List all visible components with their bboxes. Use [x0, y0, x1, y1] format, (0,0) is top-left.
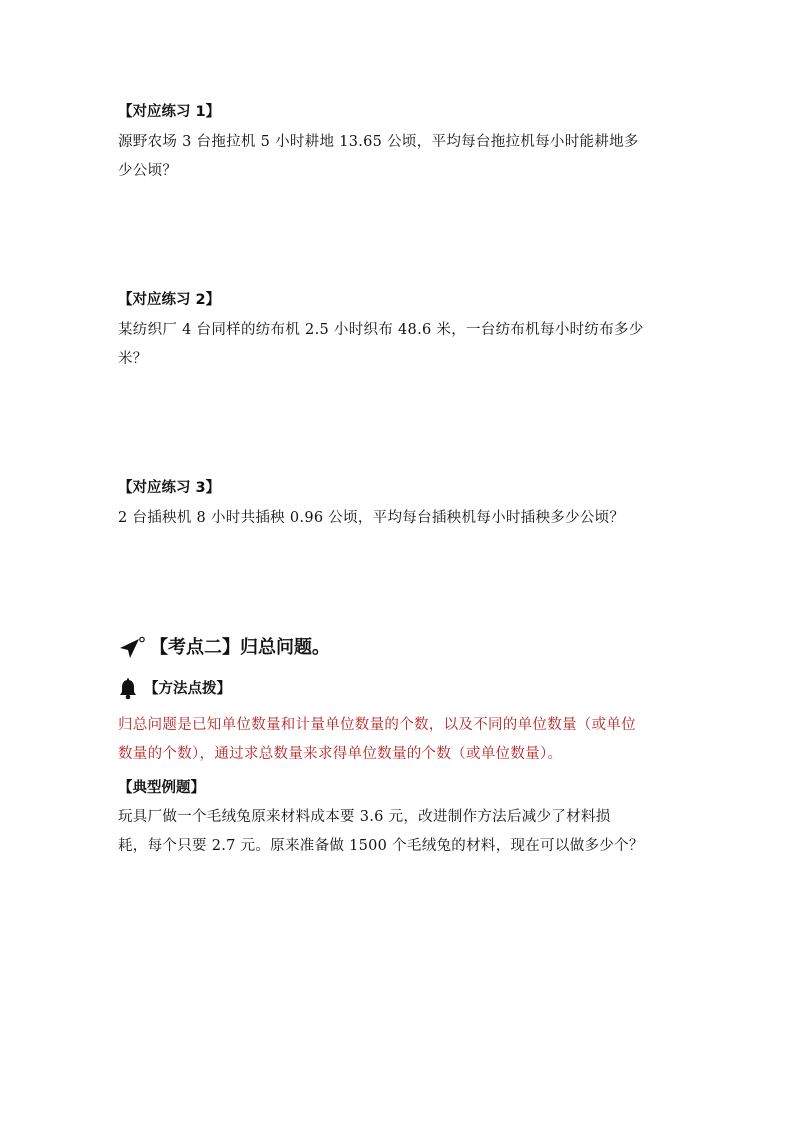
exercise-1-line-1: 源野农场 3 台拖拉机 5 小时耕地 13.65 公顷，平均每台拖拉机每小时能耕地多: [118, 134, 639, 150]
method-line-2: 数量的个数），通过求总数量来求得单位数量的个数（或单位数量）。: [118, 746, 563, 762]
exercise-2-text: [118, 316, 698, 374]
exercise-1-text: [118, 128, 698, 186]
exercise-1-line-2: 少公顷？: [118, 163, 178, 179]
example-text: [118, 803, 698, 861]
method-text: [118, 711, 708, 769]
method-line-1: 归总问题是已知单位数量和计量单位数量的个数，以及不同的单位数量（或单位: [118, 717, 636, 733]
exercise-3-heading: 【对应练习 3】: [118, 480, 221, 496]
exercise-3-text: [118, 504, 698, 533]
example-line-1: 玩具厂做一个毛绒兔原来材料成本要 3.6 元，改进制作方法后减少了材料损: [118, 809, 611, 825]
section-2-title: [118, 636, 330, 660]
method-heading-text: 【方法点拨】: [144, 681, 231, 697]
bell-icon: [118, 678, 138, 700]
exercise-2-line-2: 米？: [118, 351, 148, 367]
exercise-2-heading: 【对应练习 2】: [118, 292, 221, 308]
exercise-3-line-1: 2 台插秧机 8 小时共插秧 0.96 公顷，平均每台插秧机每小时插秧多少公顷？: [118, 510, 625, 526]
exercise-2-line-1: 某纺织厂 4 台同样的纺布机 2.5 小时织布 48.6 米，一台纺布机每小时纺布多少: [118, 322, 644, 338]
method-heading: [118, 678, 231, 700]
exercise-1-heading: 【对应练习 1】: [118, 104, 221, 120]
section-2-title-text: 【考点二】归总问题。: [150, 637, 330, 658]
example-line-2: 耗，每个只要 2.7 元。原来准备做 1500 个毛绒兔的材料，现在可以做多少个？: [118, 838, 644, 854]
example-heading: 【典型例题】: [118, 780, 205, 796]
location-arrow-icon: [118, 636, 146, 660]
